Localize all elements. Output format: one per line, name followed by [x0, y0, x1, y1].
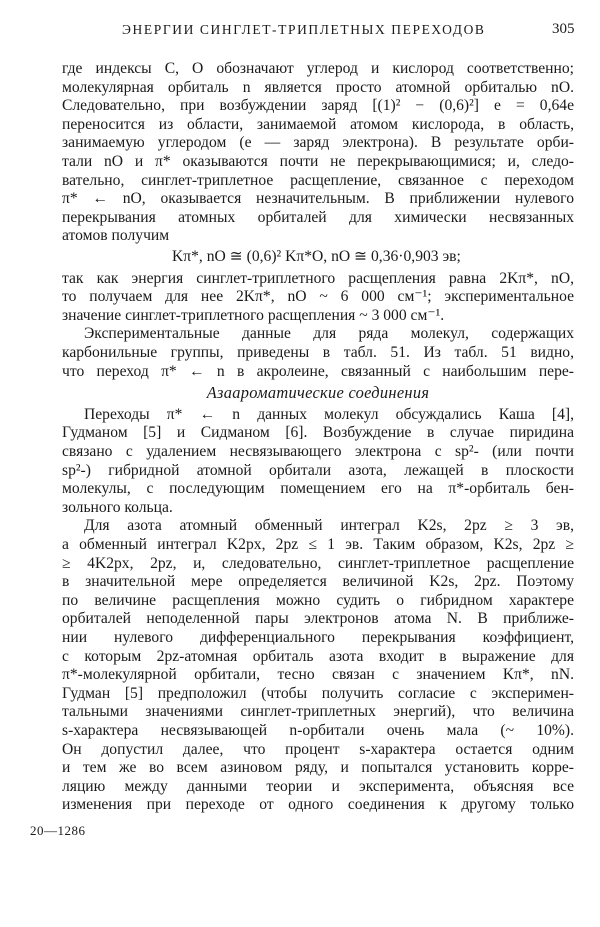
text-line: по величине расщепления можно судить о гибридном характере: [62, 591, 574, 609]
text-line: зольного кольца.: [62, 498, 173, 516]
printer-signature: 20—1286: [30, 823, 86, 838]
text-line: ≥ 4K2px, 2pz, и, следовательно, синглет-триплетное расщепление: [62, 554, 574, 572]
text-line: Гудманом [5] и Сидманом [6]. Возбуждение в случае пиридина: [62, 424, 574, 442]
text-line: и тем же во всем азиновом ряду, и попытался установить корре-: [62, 759, 574, 777]
text-line: π* ← nO, оказывается незначительным. В приближении нулевого: [62, 190, 574, 208]
text-line: s-характера несвязывающей n-орбитали очень мала (~ 10%).: [62, 722, 574, 739]
text-line: вательно, синглет-триплетное расщепление, связанное с переходом: [62, 171, 574, 189]
text-line: Он допустил далее, что процент s-характера остается одним: [62, 740, 574, 758]
text-line: молекулы, с последующим помещением его на π*-орбиталь бен-: [62, 480, 574, 498]
text-line: что переход π* ← n в акролеине, связанный с наибольшим пере-: [62, 362, 574, 380]
text-line: Переходы π* ← n данных молекул обсуждались Каша [4],: [84, 405, 574, 423]
text-line: в значительной мере определяется величиной K2s, 2pz. Поэтому: [62, 573, 574, 591]
text-line: а обменный интеграл K2px, 2pz ≤ 1 эв. Таким образом, K2s, 2pz ≥: [62, 536, 574, 553]
text-line: атомов получим: [62, 227, 170, 245]
text-line: молекулярная орбиталь n является просто атомной орбиталью nO.: [62, 78, 574, 96]
text-line: π*-молекулярной орбитали, тесно связан с значением Kπ*, nN.: [62, 666, 574, 684]
text-line: Гудман [5] предположил (чтобы получить согласие с эксперимен-: [62, 684, 574, 702]
text-line: орбиталей неподеленной пары электронов атома N. В приближе-: [62, 610, 574, 628]
section-heading: Азаароматические соединения: [206, 383, 430, 403]
equation: Kπ*, nO ≅ (0,6)² Kπ*O, nO ≅ 0,36·0,903 эв;: [172, 248, 461, 265]
text-line: перекрывания атомных орбиталей для химически несвязанных: [62, 208, 574, 226]
text-line: Для азота атомный обменный интеграл K2s, 2pz ≥ 3 эв,: [84, 517, 574, 535]
text-line: нии нулевого дифференциального перекрывания коэффициент,: [62, 629, 574, 646]
text-line: так как энергия синглет-триплетного расщепления равна 2Kπ*, nO,: [62, 269, 574, 287]
text-line: тали nO и π* оказываются почти не перекрывающимися; и, следо-: [62, 153, 574, 170]
text-line: Экспериментальные данные для ряда молекул, содержащих: [84, 325, 574, 343]
text-line: изменения при переходе от одного соединения к другому только: [62, 796, 574, 814]
text-line: где индексы С, О обозначают углерод и кислород соответственно;: [62, 60, 574, 77]
text-line: то получаем для нее 2Kπ*, nO ~ 6 000 см⁻¹; экспериментальное: [62, 288, 574, 306]
text-line: sp²-) гибридной атомной орбитали азота, лежащей в плоскости: [62, 461, 574, 479]
text-line: связано с удалением несвязывающего электрона с sp²- (или почти: [62, 443, 574, 460]
running-title: ЭНЕРГИИ СИНГЛЕТ-ТРИПЛЕТНЫХ ПЕРЕХОДОВ: [122, 22, 486, 37]
text-line: занимаемую углеродом (e — заряд электрона). В результате орби-: [62, 134, 574, 152]
text-line: ляцию между данными теории и эксперимента, объясняя все: [62, 777, 574, 795]
text-line: карбонильные группы, приведены в табл. 51. Из табл. 51 видно,: [62, 344, 574, 361]
text-line: переносится из области, занимаемой атомом кислорода, в область,: [62, 115, 574, 133]
text-line: с которым 2pz-атомная орбиталь азота входит в выражение для: [62, 647, 574, 665]
page-header: [0, 22, 600, 44]
text-line: Следовательно, при возбуждении заряд [(1)² − (0,6)²] e = 0,64e: [62, 97, 574, 115]
text-line: тальными значениями синглет-триплетных энергий), что величина: [62, 703, 574, 721]
text-line: значение синглет-триплетного расщепления ~ 3 000 см⁻¹.: [62, 306, 445, 324]
page-number: 305: [552, 21, 575, 37]
